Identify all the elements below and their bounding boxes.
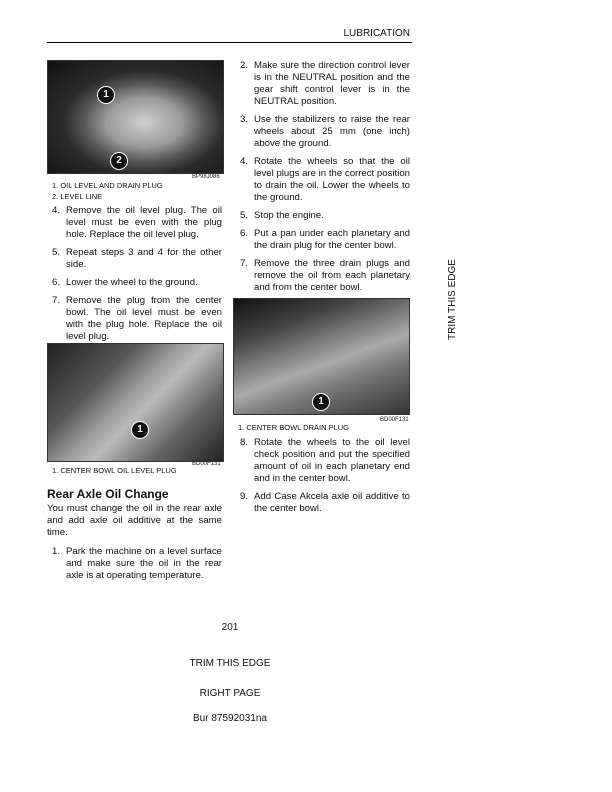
trim-label: TRIM THIS EDGE (189, 658, 271, 669)
list-item: 5. Repeat steps 3 and 4 for the other side. (52, 247, 222, 270)
center-bowl-photo (47, 343, 224, 462)
list-item: 7. Remove the plug from the center bowl. The oil level must be even with the plug hole. Replace the oil level plug. (52, 295, 222, 342)
list-item: 9. Add Case Akcela axle oil additive to the center bowl. (240, 491, 410, 514)
figure-caption: 1. CENTER BOWL DRAIN PLUG (238, 423, 349, 432)
list-item: 4. Remove the oil level plug. The oil level must be even with the plug hole. Replace the oil level plug. (52, 205, 222, 240)
section-steps (52, 546, 222, 588)
header-rule (47, 42, 412, 43)
page-number: 201 (221, 622, 239, 633)
list-item: 2. Make sure the direction control lever is in the NEUTRAL position and the gear shift control lever is in the NEUTRAL position. (240, 60, 410, 107)
page-side: RIGHT PAGE (199, 688, 261, 699)
figure-caption (52, 180, 163, 202)
callout-1: 1 (97, 86, 115, 104)
caption-line: 1. OIL LEVEL AND DRAIN PLUG (52, 181, 163, 190)
callout-2: 2 (110, 152, 128, 170)
list-item: 8. Rotate the wheels to the oil level check position and put the specified amount of oil in each planetary end and in the center bowl. (240, 437, 410, 484)
right-steps (240, 60, 410, 300)
list-item: 7. Remove the three drain plugs and remove the oil from each planetary and from the center bowl. (240, 258, 410, 293)
figure-caption: 1. CENTER BOWL OIL LEVEL PLUG (52, 466, 177, 475)
callout-1: 1 (312, 393, 330, 411)
list-item: 6. Lower the wheel to the ground. (52, 277, 198, 288)
caption-line: 2. LEVEL LINE (52, 192, 103, 201)
list-item: 3. Use the stabilizers to raise the rear wheels about 25 mm (one inch) above the ground. (240, 114, 410, 149)
left-steps (52, 205, 222, 349)
drain-plug-photo (233, 298, 410, 415)
figure-id: BD00F131 (192, 461, 221, 467)
section-header: LUBRICATION (343, 28, 410, 39)
wheel-photo (47, 60, 224, 174)
list-item: 6. Put a pan under each planetary and the drain plug for the center bowl. (240, 228, 410, 251)
callout-1: 1 (131, 421, 149, 439)
section-intro: You must change the oil in the rear axle and add axle oil additive at the same time. (47, 503, 222, 538)
document-id: Bur 87592031na (193, 713, 267, 724)
list-item: 5. Stop the engine. (240, 210, 324, 221)
figure-id: BP98J086 (192, 174, 220, 180)
figure-id: BD00F131 (380, 417, 409, 423)
trim-edge-label: TRIM THIS EDGE (447, 259, 458, 340)
list-item: 4. Rotate the wheels so that the oil level plugs are in the correct position to drain the oil. Lower the wheels to the ground. (240, 156, 410, 203)
section-title: Rear Axle Oil Change (47, 487, 169, 501)
list-item: 1. Park the machine on a level surface and make sure the oil in the rear axle is at operating temperature. (52, 546, 222, 581)
right-steps-continued (240, 437, 410, 521)
